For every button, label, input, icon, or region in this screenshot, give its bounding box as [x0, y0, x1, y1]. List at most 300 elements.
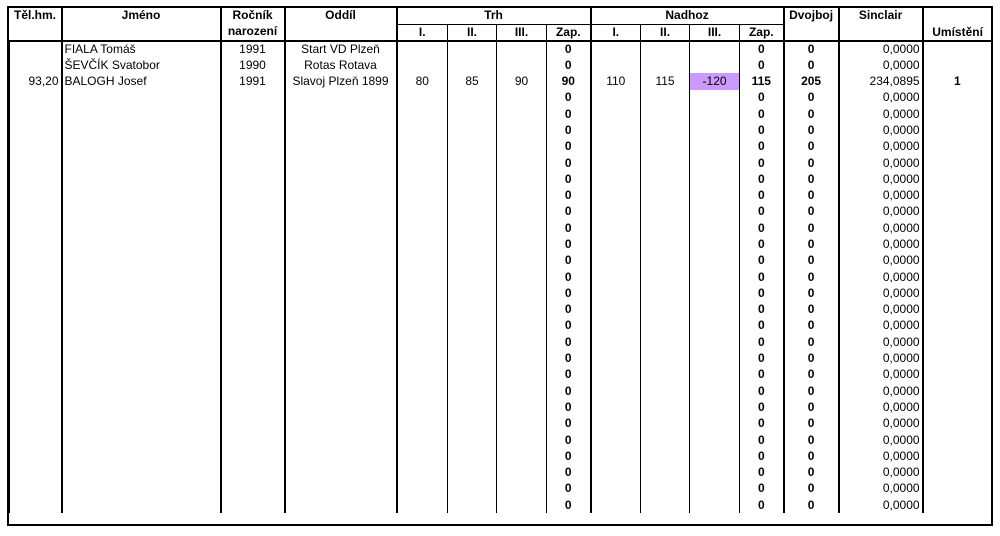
- cell-cj-counted[interactable]: 0: [740, 236, 784, 252]
- cell-cj-2[interactable]: [641, 220, 690, 236]
- cell-name[interactable]: [62, 416, 221, 432]
- cell-cj-counted[interactable]: 0: [740, 481, 784, 497]
- cell-body-weight[interactable]: [10, 236, 62, 252]
- cell-cj-2[interactable]: [641, 236, 690, 252]
- cell-cj-1[interactable]: [591, 57, 641, 73]
- cell-cj-3[interactable]: [690, 155, 740, 171]
- cell-cj-counted[interactable]: 0: [740, 448, 784, 464]
- cell-snatch-counted[interactable]: 0: [547, 367, 591, 383]
- cell-snatch-3[interactable]: [497, 204, 547, 220]
- cell-total[interactable]: 0: [784, 318, 839, 334]
- cell-snatch-1[interactable]: [397, 481, 448, 497]
- cell-cj-2[interactable]: [641, 187, 690, 203]
- cell-name[interactable]: ŠEVČÍK Svatobor: [62, 57, 221, 73]
- cell-snatch-1[interactable]: [397, 269, 448, 285]
- cell-snatch-counted[interactable]: 0: [547, 481, 591, 497]
- cell-year[interactable]: [221, 497, 285, 513]
- cell-snatch-3[interactable]: [497, 416, 547, 432]
- cell-name[interactable]: [62, 106, 221, 122]
- cell-cj-1[interactable]: [591, 465, 641, 481]
- cell-sinclair[interactable]: 0,0000: [839, 285, 923, 301]
- cell-year[interactable]: [221, 367, 285, 383]
- cell-sinclair[interactable]: 0,0000: [839, 204, 923, 220]
- cell-snatch-1[interactable]: [397, 285, 448, 301]
- cell-body-weight[interactable]: [10, 41, 62, 57]
- cell-place[interactable]: [923, 497, 992, 513]
- cell-snatch-counted[interactable]: 0: [547, 318, 591, 334]
- cell-place[interactable]: [923, 334, 992, 350]
- cell-cj-2[interactable]: [641, 106, 690, 122]
- cell-snatch-1[interactable]: [397, 187, 448, 203]
- cell-club[interactable]: [285, 139, 397, 155]
- cell-total[interactable]: 0: [784, 106, 839, 122]
- cell-sinclair[interactable]: 0,0000: [839, 155, 923, 171]
- cell-place[interactable]: [923, 302, 992, 318]
- cell-club[interactable]: [285, 171, 397, 187]
- cell-snatch-2[interactable]: [448, 122, 497, 138]
- cell-cj-1[interactable]: [591, 122, 641, 138]
- cell-body-weight[interactable]: [10, 383, 62, 399]
- cell-snatch-2[interactable]: [448, 204, 497, 220]
- cell-year[interactable]: [221, 350, 285, 366]
- cell-cj-counted[interactable]: 0: [740, 106, 784, 122]
- cell-name[interactable]: [62, 367, 221, 383]
- cell-snatch-3[interactable]: [497, 497, 547, 513]
- cell-snatch-3[interactable]: [497, 367, 547, 383]
- cell-cj-1[interactable]: [591, 416, 641, 432]
- cell-body-weight[interactable]: [10, 399, 62, 415]
- cell-snatch-counted[interactable]: 0: [547, 41, 591, 57]
- cell-body-weight[interactable]: [10, 285, 62, 301]
- cell-snatch-3[interactable]: [497, 269, 547, 285]
- cell-cj-counted[interactable]: 0: [740, 432, 784, 448]
- header-club[interactable]: Oddíl: [285, 8, 397, 41]
- cell-snatch-counted[interactable]: 0: [547, 57, 591, 73]
- cell-cj-2[interactable]: [641, 481, 690, 497]
- cell-cj-3[interactable]: [690, 253, 740, 269]
- cell-name[interactable]: [62, 90, 221, 106]
- cell-total[interactable]: 0: [784, 139, 839, 155]
- cell-cj-2[interactable]: [641, 57, 690, 73]
- cell-snatch-2[interactable]: [448, 318, 497, 334]
- cell-name[interactable]: FIALA Tomáš: [62, 41, 221, 57]
- cell-snatch-1[interactable]: [397, 253, 448, 269]
- cell-cj-counted[interactable]: 0: [740, 155, 784, 171]
- cell-year[interactable]: 1990: [221, 57, 285, 73]
- cell-cj-counted[interactable]: 0: [740, 416, 784, 432]
- cell-cj-2[interactable]: [641, 171, 690, 187]
- cell-snatch-1[interactable]: [397, 106, 448, 122]
- cell-body-weight[interactable]: [10, 139, 62, 155]
- cell-cj-1[interactable]: [591, 448, 641, 464]
- header-body-weight[interactable]: Těl.hm.: [10, 8, 62, 41]
- cell-total[interactable]: 205: [784, 73, 839, 89]
- cell-snatch-2[interactable]: [448, 41, 497, 57]
- cell-name[interactable]: BALOGH Josef: [62, 73, 221, 89]
- cell-place[interactable]: [923, 465, 992, 481]
- cell-snatch-2[interactable]: [448, 383, 497, 399]
- cell-year[interactable]: [221, 481, 285, 497]
- cell-cj-1[interactable]: [591, 285, 641, 301]
- cell-year[interactable]: [221, 90, 285, 106]
- cell-club[interactable]: [285, 465, 397, 481]
- cell-place[interactable]: [923, 448, 992, 464]
- cell-body-weight[interactable]: [10, 318, 62, 334]
- cell-total[interactable]: 0: [784, 269, 839, 285]
- cell-snatch-3[interactable]: [497, 481, 547, 497]
- cell-name[interactable]: [62, 253, 221, 269]
- cell-snatch-3[interactable]: [497, 139, 547, 155]
- cell-snatch-counted[interactable]: 90: [547, 73, 591, 89]
- cell-cj-2[interactable]: 115: [641, 73, 690, 89]
- cell-body-weight[interactable]: [10, 367, 62, 383]
- cell-cj-2[interactable]: [641, 318, 690, 334]
- cell-year[interactable]: [221, 334, 285, 350]
- cell-cj-counted[interactable]: 0: [740, 285, 784, 301]
- header-year-line1[interactable]: Ročník: [221, 8, 285, 24]
- cell-name[interactable]: [62, 204, 221, 220]
- header-cj-2[interactable]: II.: [641, 24, 690, 41]
- cell-cj-3[interactable]: [690, 187, 740, 203]
- cell-body-weight[interactable]: 93,20: [10, 73, 62, 89]
- cell-cj-2[interactable]: [641, 269, 690, 285]
- cell-club[interactable]: [285, 399, 397, 415]
- cell-snatch-counted[interactable]: 0: [547, 269, 591, 285]
- cell-total[interactable]: 0: [784, 416, 839, 432]
- cell-name[interactable]: [62, 139, 221, 155]
- cell-club[interactable]: [285, 253, 397, 269]
- cell-body-weight[interactable]: [10, 220, 62, 236]
- cell-cj-2[interactable]: [641, 383, 690, 399]
- cell-snatch-2[interactable]: [448, 350, 497, 366]
- cell-club[interactable]: [285, 90, 397, 106]
- cell-snatch-1[interactable]: [397, 139, 448, 155]
- cell-snatch-2[interactable]: [448, 285, 497, 301]
- cell-snatch-2[interactable]: [448, 367, 497, 383]
- cell-year[interactable]: [221, 432, 285, 448]
- cell-snatch-1[interactable]: [397, 122, 448, 138]
- cell-cj-3[interactable]: [690, 122, 740, 138]
- cell-club[interactable]: [285, 448, 397, 464]
- cell-snatch-1[interactable]: [397, 399, 448, 415]
- cell-club[interactable]: [285, 236, 397, 252]
- cell-cj-2[interactable]: [641, 399, 690, 415]
- cell-body-weight[interactable]: [10, 106, 62, 122]
- cell-cj-1[interactable]: [591, 253, 641, 269]
- cell-cj-counted[interactable]: 0: [740, 90, 784, 106]
- cell-snatch-counted[interactable]: 0: [547, 334, 591, 350]
- cell-snatch-3[interactable]: [497, 220, 547, 236]
- cell-snatch-counted[interactable]: 0: [547, 253, 591, 269]
- cell-sinclair[interactable]: 0,0000: [839, 350, 923, 366]
- cell-place[interactable]: [923, 350, 992, 366]
- cell-cj-2[interactable]: [641, 465, 690, 481]
- cell-snatch-3[interactable]: [497, 383, 547, 399]
- cell-sinclair[interactable]: 0,0000: [839, 432, 923, 448]
- cell-place[interactable]: [923, 220, 992, 236]
- cell-place[interactable]: [923, 253, 992, 269]
- cell-place[interactable]: [923, 432, 992, 448]
- cell-cj-3[interactable]: [690, 465, 740, 481]
- cell-snatch-3[interactable]: [497, 448, 547, 464]
- cell-snatch-3[interactable]: [497, 187, 547, 203]
- cell-snatch-3[interactable]: [497, 106, 547, 122]
- cell-sinclair[interactable]: 0,0000: [839, 122, 923, 138]
- cell-body-weight[interactable]: [10, 448, 62, 464]
- cell-name[interactable]: [62, 481, 221, 497]
- cell-cj-3[interactable]: [690, 90, 740, 106]
- cell-year[interactable]: 1991: [221, 73, 285, 89]
- cell-cj-2[interactable]: [641, 139, 690, 155]
- cell-place[interactable]: [923, 90, 992, 106]
- cell-club[interactable]: Start VD Plzeň: [285, 41, 397, 57]
- cell-cj-3[interactable]: [690, 57, 740, 73]
- cell-total[interactable]: 0: [784, 122, 839, 138]
- cell-year[interactable]: [221, 285, 285, 301]
- cell-snatch-counted[interactable]: 0: [547, 122, 591, 138]
- cell-cj-3[interactable]: [690, 269, 740, 285]
- cell-snatch-3[interactable]: [497, 465, 547, 481]
- header-name[interactable]: Jméno: [62, 8, 221, 41]
- cell-club[interactable]: [285, 497, 397, 513]
- cell-club[interactable]: [285, 155, 397, 171]
- cell-total[interactable]: 0: [784, 155, 839, 171]
- cell-name[interactable]: [62, 497, 221, 513]
- cell-year[interactable]: [221, 253, 285, 269]
- cell-place[interactable]: [923, 285, 992, 301]
- cell-year[interactable]: [221, 187, 285, 203]
- cell-club[interactable]: [285, 367, 397, 383]
- cell-snatch-counted[interactable]: 0: [547, 465, 591, 481]
- cell-year[interactable]: [221, 302, 285, 318]
- cell-snatch-counted[interactable]: 0: [547, 139, 591, 155]
- cell-cj-1[interactable]: [591, 399, 641, 415]
- cell-cj-3[interactable]: [690, 448, 740, 464]
- cell-club[interactable]: [285, 285, 397, 301]
- cell-snatch-1[interactable]: [397, 236, 448, 252]
- cell-cj-counted[interactable]: 0: [740, 302, 784, 318]
- header-snatch[interactable]: Trh: [397, 8, 591, 24]
- cell-place[interactable]: [923, 318, 992, 334]
- cell-snatch-counted[interactable]: 0: [547, 383, 591, 399]
- cell-cj-3[interactable]: [690, 236, 740, 252]
- cell-sinclair[interactable]: 0,0000: [839, 269, 923, 285]
- cell-snatch-2[interactable]: [448, 416, 497, 432]
- cell-year[interactable]: [221, 106, 285, 122]
- cell-sinclair[interactable]: 0,0000: [839, 57, 923, 73]
- cell-year[interactable]: [221, 139, 285, 155]
- cell-snatch-counted[interactable]: 0: [547, 350, 591, 366]
- cell-cj-1[interactable]: [591, 236, 641, 252]
- cell-sinclair[interactable]: 0,0000: [839, 220, 923, 236]
- cell-cj-2[interactable]: [641, 448, 690, 464]
- cell-snatch-2[interactable]: [448, 432, 497, 448]
- cell-total[interactable]: 0: [784, 236, 839, 252]
- cell-body-weight[interactable]: [10, 497, 62, 513]
- cell-snatch-3[interactable]: [497, 122, 547, 138]
- cell-sinclair[interactable]: 0,0000: [839, 106, 923, 122]
- cell-cj-3[interactable]: [690, 383, 740, 399]
- cell-cj-counted[interactable]: 0: [740, 383, 784, 399]
- header-cj-3[interactable]: III.: [690, 24, 740, 41]
- cell-club[interactable]: [285, 432, 397, 448]
- cell-club[interactable]: [285, 220, 397, 236]
- cell-total[interactable]: 0: [784, 204, 839, 220]
- cell-snatch-2[interactable]: [448, 57, 497, 73]
- cell-body-weight[interactable]: [10, 334, 62, 350]
- cell-club[interactable]: [285, 383, 397, 399]
- cell-club[interactable]: [285, 302, 397, 318]
- cell-snatch-2[interactable]: [448, 334, 497, 350]
- cell-cj-1[interactable]: [591, 187, 641, 203]
- cell-snatch-counted[interactable]: 0: [547, 416, 591, 432]
- cell-body-weight[interactable]: [10, 171, 62, 187]
- cell-name[interactable]: [62, 236, 221, 252]
- header-place[interactable]: Umístění: [923, 8, 992, 41]
- cell-snatch-1[interactable]: [397, 204, 448, 220]
- cell-cj-2[interactable]: [641, 416, 690, 432]
- cell-cj-3[interactable]: [690, 481, 740, 497]
- cell-snatch-counted[interactable]: 0: [547, 171, 591, 187]
- cell-total[interactable]: 0: [784, 334, 839, 350]
- cell-cj-1[interactable]: [591, 269, 641, 285]
- cell-cj-3[interactable]: [690, 399, 740, 415]
- header-snatch-counted[interactable]: Zap.: [547, 24, 591, 41]
- cell-cj-2[interactable]: [641, 432, 690, 448]
- cell-snatch-counted[interactable]: 0: [547, 302, 591, 318]
- cell-year[interactable]: [221, 269, 285, 285]
- cell-place[interactable]: [923, 399, 992, 415]
- cell-club[interactable]: [285, 269, 397, 285]
- cell-snatch-3[interactable]: [497, 334, 547, 350]
- cell-snatch-2[interactable]: [448, 253, 497, 269]
- cell-cj-3[interactable]: [690, 334, 740, 350]
- cell-cj-1[interactable]: [591, 350, 641, 366]
- cell-year[interactable]: [221, 220, 285, 236]
- cell-cj-1[interactable]: [591, 432, 641, 448]
- cell-cj-2[interactable]: [641, 204, 690, 220]
- cell-place[interactable]: [923, 122, 992, 138]
- cell-cj-counted[interactable]: 0: [740, 367, 784, 383]
- cell-name[interactable]: [62, 448, 221, 464]
- cell-cj-1[interactable]: [591, 383, 641, 399]
- cell-total[interactable]: 0: [784, 448, 839, 464]
- cell-cj-2[interactable]: [641, 350, 690, 366]
- cell-club[interactable]: Slavoj Plzeň 1899: [285, 73, 397, 89]
- cell-sinclair[interactable]: 0,0000: [839, 41, 923, 57]
- cell-cj-1[interactable]: [591, 318, 641, 334]
- cell-place[interactable]: [923, 383, 992, 399]
- cell-year[interactable]: [221, 399, 285, 415]
- cell-snatch-2[interactable]: 85: [448, 73, 497, 89]
- cell-cj-3[interactable]: [690, 318, 740, 334]
- cell-cj-3[interactable]: [690, 497, 740, 513]
- cell-cj-counted[interactable]: 0: [740, 350, 784, 366]
- cell-snatch-1[interactable]: [397, 465, 448, 481]
- cell-snatch-3[interactable]: [497, 41, 547, 57]
- cell-cj-3[interactable]: [690, 416, 740, 432]
- cell-snatch-counted[interactable]: 0: [547, 155, 591, 171]
- cell-body-weight[interactable]: [10, 465, 62, 481]
- cell-cj-counted[interactable]: 0: [740, 204, 784, 220]
- cell-cj-counted[interactable]: 115: [740, 73, 784, 89]
- cell-cj-3[interactable]: [690, 220, 740, 236]
- cell-body-weight[interactable]: [10, 416, 62, 432]
- cell-sinclair[interactable]: 234,0895: [839, 73, 923, 89]
- cell-snatch-2[interactable]: [448, 220, 497, 236]
- cell-sinclair[interactable]: 0,0000: [839, 253, 923, 269]
- cell-cj-1[interactable]: [591, 367, 641, 383]
- cell-cj-1[interactable]: [591, 139, 641, 155]
- cell-cj-2[interactable]: [641, 285, 690, 301]
- cell-snatch-2[interactable]: [448, 106, 497, 122]
- cell-cj-1[interactable]: [591, 171, 641, 187]
- cell-year[interactable]: [221, 171, 285, 187]
- cell-cj-2[interactable]: [641, 497, 690, 513]
- cell-snatch-2[interactable]: [448, 302, 497, 318]
- cell-snatch-1[interactable]: [397, 350, 448, 366]
- cell-snatch-1[interactable]: [397, 318, 448, 334]
- cell-cj-counted[interactable]: 0: [740, 41, 784, 57]
- cell-cj-2[interactable]: [641, 334, 690, 350]
- cell-snatch-1[interactable]: [397, 383, 448, 399]
- cell-club[interactable]: [285, 334, 397, 350]
- cell-snatch-counted[interactable]: 0: [547, 399, 591, 415]
- cell-name[interactable]: [62, 334, 221, 350]
- cell-sinclair[interactable]: 0,0000: [839, 481, 923, 497]
- cell-club[interactable]: [285, 187, 397, 203]
- cell-body-weight[interactable]: [10, 253, 62, 269]
- cell-year[interactable]: 1991: [221, 41, 285, 57]
- cell-club[interactable]: [285, 481, 397, 497]
- cell-body-weight[interactable]: [10, 204, 62, 220]
- cell-sinclair[interactable]: 0,0000: [839, 171, 923, 187]
- cell-snatch-3[interactable]: 90: [497, 73, 547, 89]
- cell-cj-2[interactable]: [641, 122, 690, 138]
- cell-cj-1[interactable]: [591, 220, 641, 236]
- cell-snatch-counted[interactable]: 0: [547, 236, 591, 252]
- cell-cj-counted[interactable]: 0: [740, 139, 784, 155]
- cell-place[interactable]: [923, 171, 992, 187]
- cell-total[interactable]: 0: [784, 171, 839, 187]
- cell-snatch-2[interactable]: [448, 139, 497, 155]
- header-year-line2[interactable]: narození: [221, 24, 285, 41]
- cell-cj-counted[interactable]: 0: [740, 334, 784, 350]
- cell-year[interactable]: [221, 465, 285, 481]
- cell-sinclair[interactable]: 0,0000: [839, 383, 923, 399]
- header-cj-1[interactable]: I.: [591, 24, 641, 41]
- cell-total[interactable]: 0: [784, 350, 839, 366]
- cell-name[interactable]: [62, 269, 221, 285]
- header-sinclair[interactable]: Sinclair: [839, 8, 923, 41]
- cell-total[interactable]: 0: [784, 432, 839, 448]
- cell-snatch-3[interactable]: [497, 236, 547, 252]
- cell-snatch-2[interactable]: [448, 497, 497, 513]
- cell-snatch-1[interactable]: [397, 155, 448, 171]
- cell-body-weight[interactable]: [10, 90, 62, 106]
- cell-name[interactable]: [62, 350, 221, 366]
- cell-body-weight[interactable]: [10, 57, 62, 73]
- cell-name[interactable]: [62, 465, 221, 481]
- cell-cj-3[interactable]: [690, 204, 740, 220]
- cell-place[interactable]: [923, 269, 992, 285]
- cell-place[interactable]: [923, 57, 992, 73]
- cell-year[interactable]: [221, 155, 285, 171]
- cell-snatch-counted[interactable]: 0: [547, 187, 591, 203]
- cell-cj-3[interactable]: -120: [690, 73, 740, 89]
- cell-cj-counted[interactable]: 0: [740, 187, 784, 203]
- cell-cj-counted[interactable]: 0: [740, 253, 784, 269]
